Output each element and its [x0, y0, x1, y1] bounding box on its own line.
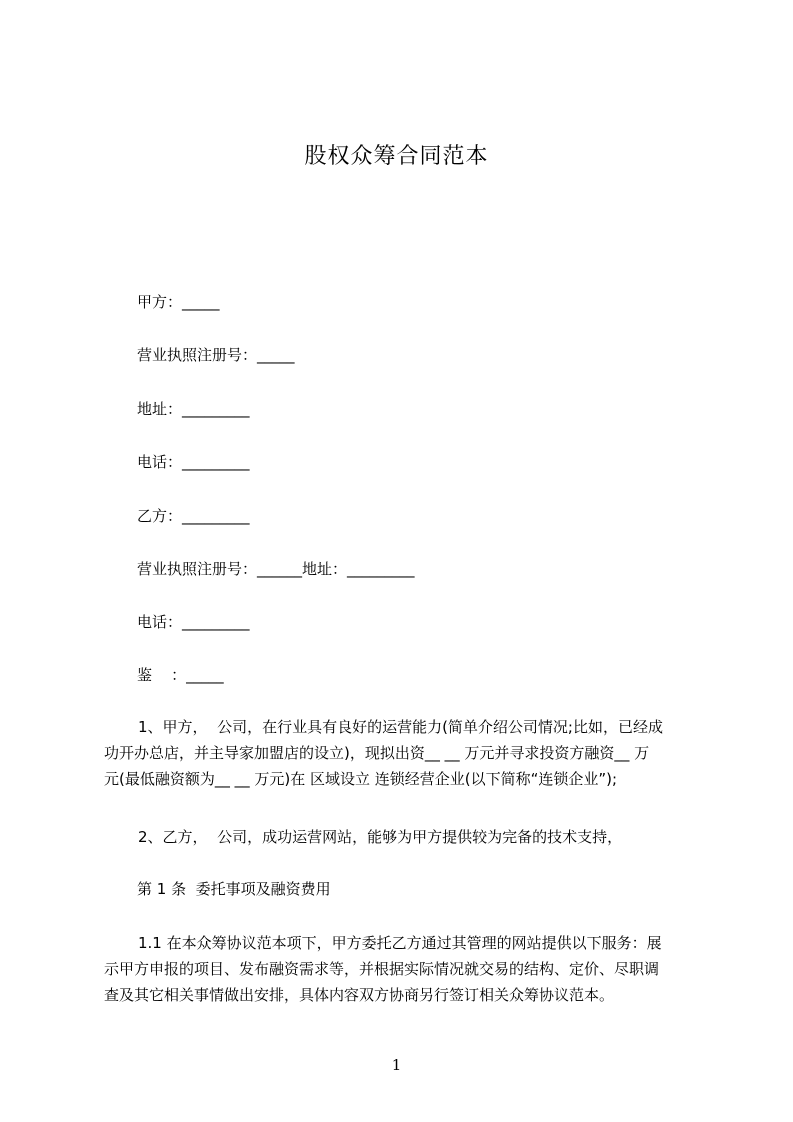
paragraph-3-line: 查及其它相关事情做出安排，具体内容双方协商另行签订相关众筹协议范本。 [104, 986, 615, 1004]
paragraph-1-line: 1、甲方， 公司，在行业具有良好的运营能力(简单介绍公司情况;比如，已经成 [138, 718, 663, 736]
paragraph-1-line: 元(最低融资额为__ __ 万元)在 区域设立 连锁经营企业(以下简称“连锁企业”); [104, 770, 618, 788]
party-a-address-field: 地址：_________ [137, 400, 250, 418]
paragraph-3-line: 1.1 在本众筹协议范本项下，甲方委托乙方通过其管理的网站提供以下服务：展 [138, 934, 662, 952]
witness-field: 鉴 ：_____ [137, 666, 224, 684]
paragraph-3 [104, 930, 688, 1008]
paragraph-3-line: 示甲方申报的项目、发布融资需求等，并根据实际情况就交易的结构、定价、尽职调 [104, 960, 660, 978]
paragraph-2 [104, 824, 688, 850]
party-b-phone-field: 电话：_________ [137, 613, 250, 631]
page-number: 1 [391, 1056, 402, 1074]
party-b-field: 乙方：_________ [137, 507, 250, 525]
paragraph-2-line: 2、乙方， 公司，成功运营网站，能够为甲方提供较为完备的技术支持， [138, 828, 623, 846]
party-b-license-address-field: 营业执照注册号：______地址：_________ [137, 560, 415, 578]
party-a-license-field: 营业执照注册号：_____ [137, 346, 295, 364]
article-1-heading: 第 1 条 委托事项及融资费用 [137, 880, 331, 898]
document-title: 股权众筹合同范本 [304, 144, 489, 169]
party-a-field: 甲方：_____ [137, 293, 220, 311]
paragraph-1-line: 功开办总店，并主导家加盟店的设立)，现拟出资__ __ 万元并寻求投资方融资__ 万 [104, 744, 650, 762]
party-a-phone-field: 电话：_________ [137, 453, 250, 471]
paragraph-1 [104, 714, 688, 792]
